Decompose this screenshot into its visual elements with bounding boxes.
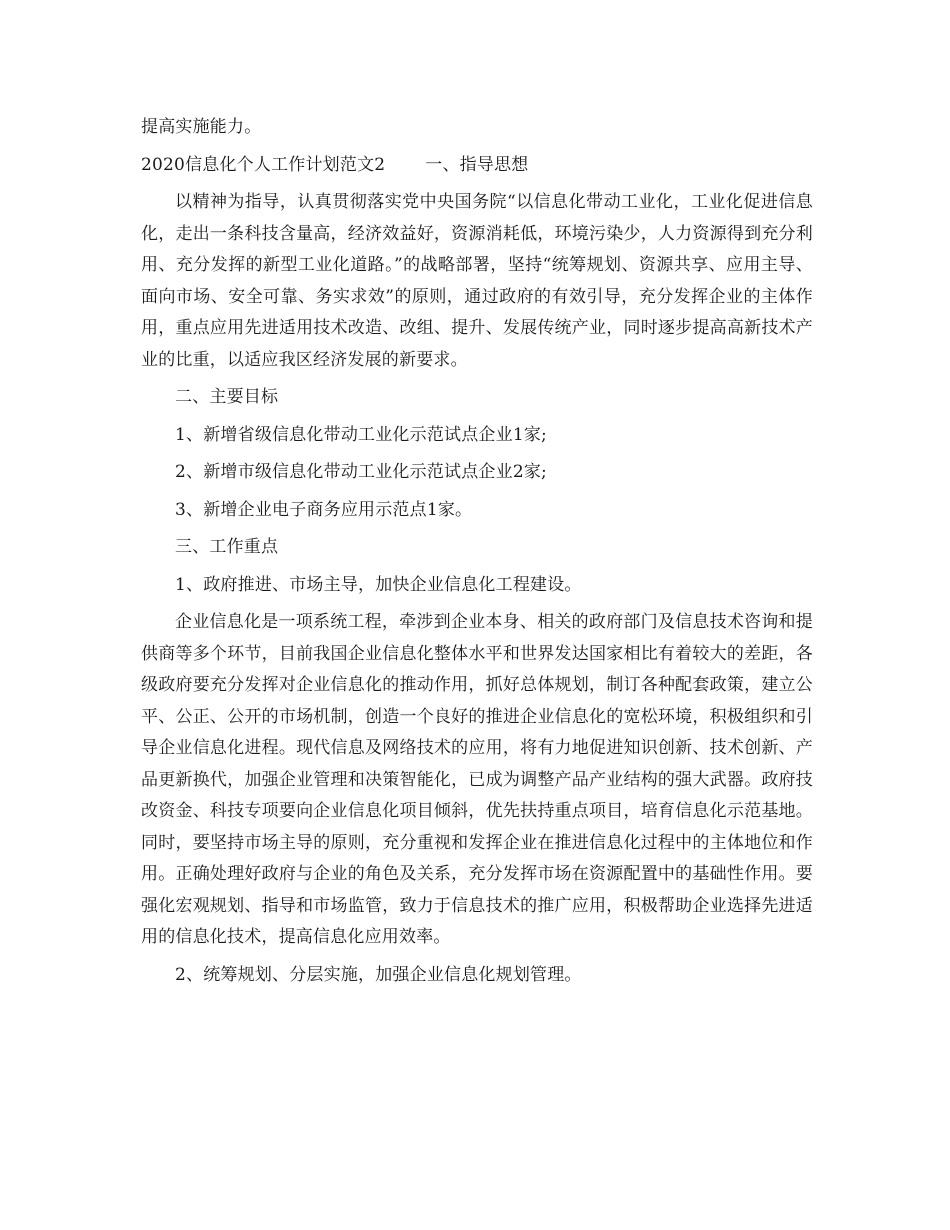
document-body (141, 112, 813, 997)
point2-heading: 2、统筹规划、分层实施，加强企业信息化规划管理。 (175, 964, 582, 985)
lead-fragment: 提高实施能力。 (141, 117, 262, 137)
section1-heading: 一、指导思想 (425, 154, 529, 175)
section1-paragraph: 以精神为指导，认真贯彻落实党中央国务院“以信息化带动工业化，工业化促进信息化，走出一条科技含量高，经济效益好，资源消耗低，环境污染少，人力资源得到充分利用、充分发挥的新型工业化道路。”的战略部署，坚持“统筹规划、资源共享、应用主导、面向市场、安全可靠、务实求效”的原则，通过政府的有效引导，充分发挥企业的主体作用，重点应用先进适用技术改造、改组、提升、发展传统产业，同时逐步提高高新技术产业的比重，以适应我区经济发展的新要求。 (141, 192, 813, 370)
point1-heading: 1、政府推进、市场主导，加快企业信息化工程建设。 (175, 574, 582, 595)
goal-item: 2、新增市级信息化带动工业化示范试点企业2家; (175, 462, 547, 482)
title-line (141, 150, 813, 182)
document-title: 2020信息化个人工作计划范文2 (141, 154, 386, 175)
goal-item: 1、新增省级信息化带动工业化示范试点企业1家; (175, 424, 547, 445)
section2-heading: 二、主要目标 (175, 387, 279, 407)
point1-paragraph: 企业信息化是一项系统工程，牵涉到企业本身、相关的政府部门及信息技术咨询和提供商等多个环节，目前我国企业信息化整体水平和世界发达国家相比有着较大的差距，各级政府要充分发挥对企业信息化的推动作用，抓好总体规划，制订各种配套政策，建立公平、公正、公开的市场机制，创造一个良好的推进企业信息化的宽松环境，积极组织和引导企业信息化进程。现代信息及网络技术的应用，将有力地促进知识创新、技术创新、产品更新换代，加强企业管理和决策智能化，已成为调整产品产业结构的强大武器。政府技改资金、科技专项要向企业信息化项目倾斜，优先扶持重点项目，培育信息化示范基地。同时，要坚持市场主导的原则，充分重视和发挥企业在推进信息化过程中的主体地位和作用。正确处理好政府与企业的角色及关系，充分发挥市场在资源配置中的基础性作用。要强化宏观规划、指导和市场监管，致力于信息技术的推广应用，积极帮助企业选择先进适用的信息化技术，提高信息化应用效率。 (141, 612, 813, 947)
section3-heading: 三、工作重点 (175, 537, 279, 557)
goal-item: 3、新增企业电子商务应用示范点1家。 (175, 499, 473, 520)
